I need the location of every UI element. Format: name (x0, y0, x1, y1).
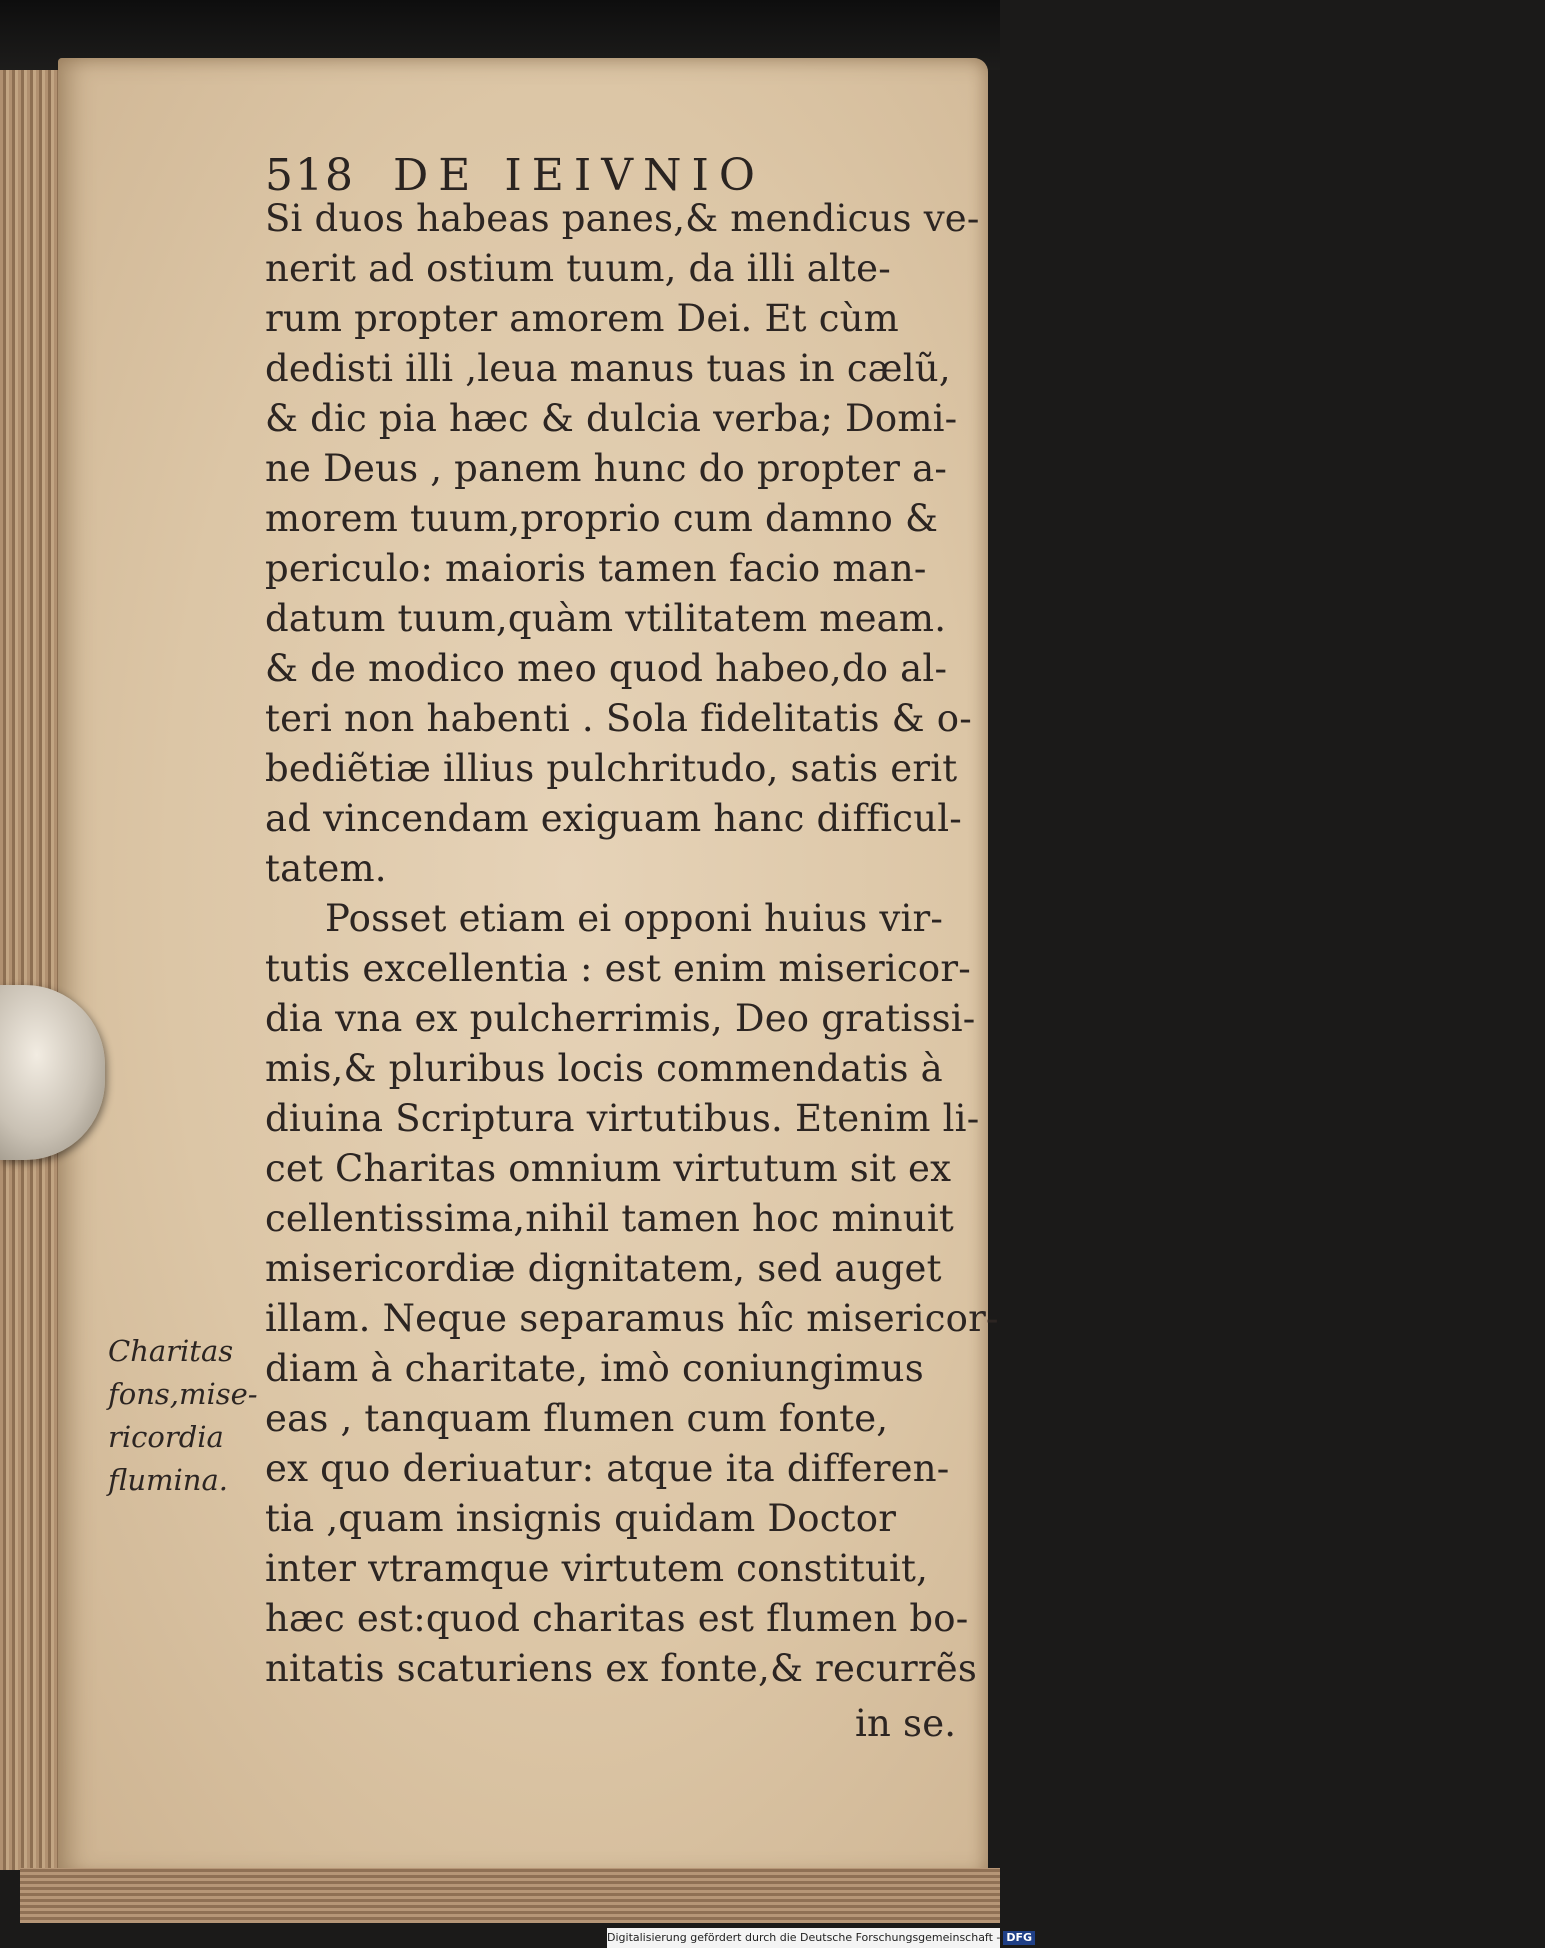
running-head: DE IEIVNIO (392, 150, 765, 201)
text-line: cellentissima,nihil tamen hoc minuit (265, 1197, 954, 1240)
text-line: tatem. (265, 847, 387, 890)
digitization-credit (607, 1928, 1033, 1948)
text-line: ad vincendam exiguam hanc difficul- (265, 797, 962, 840)
text-line: misericordiæ dignitatem, sed auget (265, 1247, 942, 1290)
text-line: teri non habenti . Sola fidelitatis & o- (265, 697, 972, 740)
text-line: ne Deus , panem hunc do propter a- (265, 447, 948, 490)
text-line: mis,& pluribus locis commendatis à (265, 1047, 943, 1090)
margin-note-line: flumina. (108, 1463, 228, 1497)
text-line: illam. Neque separamus hîc misericor- (265, 1297, 999, 1340)
text-line: datum tuum,quàm vtilitatem meam. (265, 597, 947, 640)
text-line: inter vtramque virtutem constituit, (265, 1547, 929, 1590)
text-line: dedisti illi ,leua manus tuas in cælũ, (265, 347, 951, 390)
text-line: eas , tanquam flumen cum fonte, (265, 1397, 889, 1440)
text-line: hæc est:quod charitas est flumen bo- (265, 1597, 969, 1640)
text-line: dia vna ex pulcherrimis, Deo gratissi- (265, 997, 976, 1040)
margin-note-line: Charitas (108, 1334, 234, 1368)
text-line: & de modico meo quod habeo,do al- (265, 647, 948, 690)
text-line: diam à charitate, imò coniungimus (265, 1347, 924, 1390)
text-line: Si duos habeas panes,& mendicus ve- (265, 197, 980, 240)
text-line: tutis excellentia : est enim misericor- (265, 947, 971, 990)
text-line: & dic pia hæc & dulcia verba; Domi- (265, 397, 958, 440)
text-line: cet Charitas omnium virtutum sit ex (265, 1147, 952, 1190)
text-line: ex quo deriuatur: atque ita differen- (265, 1447, 950, 1490)
text-line: Posset etiam ei opponi huius vir- (325, 897, 944, 940)
text-line: rum propter amorem Dei. Et cùm (265, 297, 899, 340)
margin-note-line: fons,mise- (108, 1377, 258, 1411)
text-line: morem tuum,proprio cum damno & (265, 497, 939, 540)
dfg-logo-icon: DFG (1003, 1931, 1035, 1945)
margin-note (108, 1330, 263, 1502)
text-line: periculo: maioris tamen facio man- (265, 547, 927, 590)
text-line: in se. (855, 1702, 957, 1745)
text-line: tia ,quam insignis quidam Doctor (265, 1497, 897, 1540)
book-bottom-edge (20, 1868, 1000, 1923)
page-number: 518 (265, 150, 355, 201)
margin-note-line: ricordia (108, 1420, 224, 1454)
text-line: nitatis scaturiens ex fonte,& recurrẽs (265, 1647, 978, 1690)
text-line: diuina Scriptura virtutibus. Etenim li- (265, 1097, 980, 1140)
credit-text: Digitalisierung gefördert durch die Deutsche Forschungsgemeinschaft - (607, 1931, 1001, 1944)
text-line: nerit ad ostium tuum, da illi alte- (265, 247, 891, 290)
text-line: bediẽtiæ illius pulchritudo, satis erit (265, 747, 958, 790)
